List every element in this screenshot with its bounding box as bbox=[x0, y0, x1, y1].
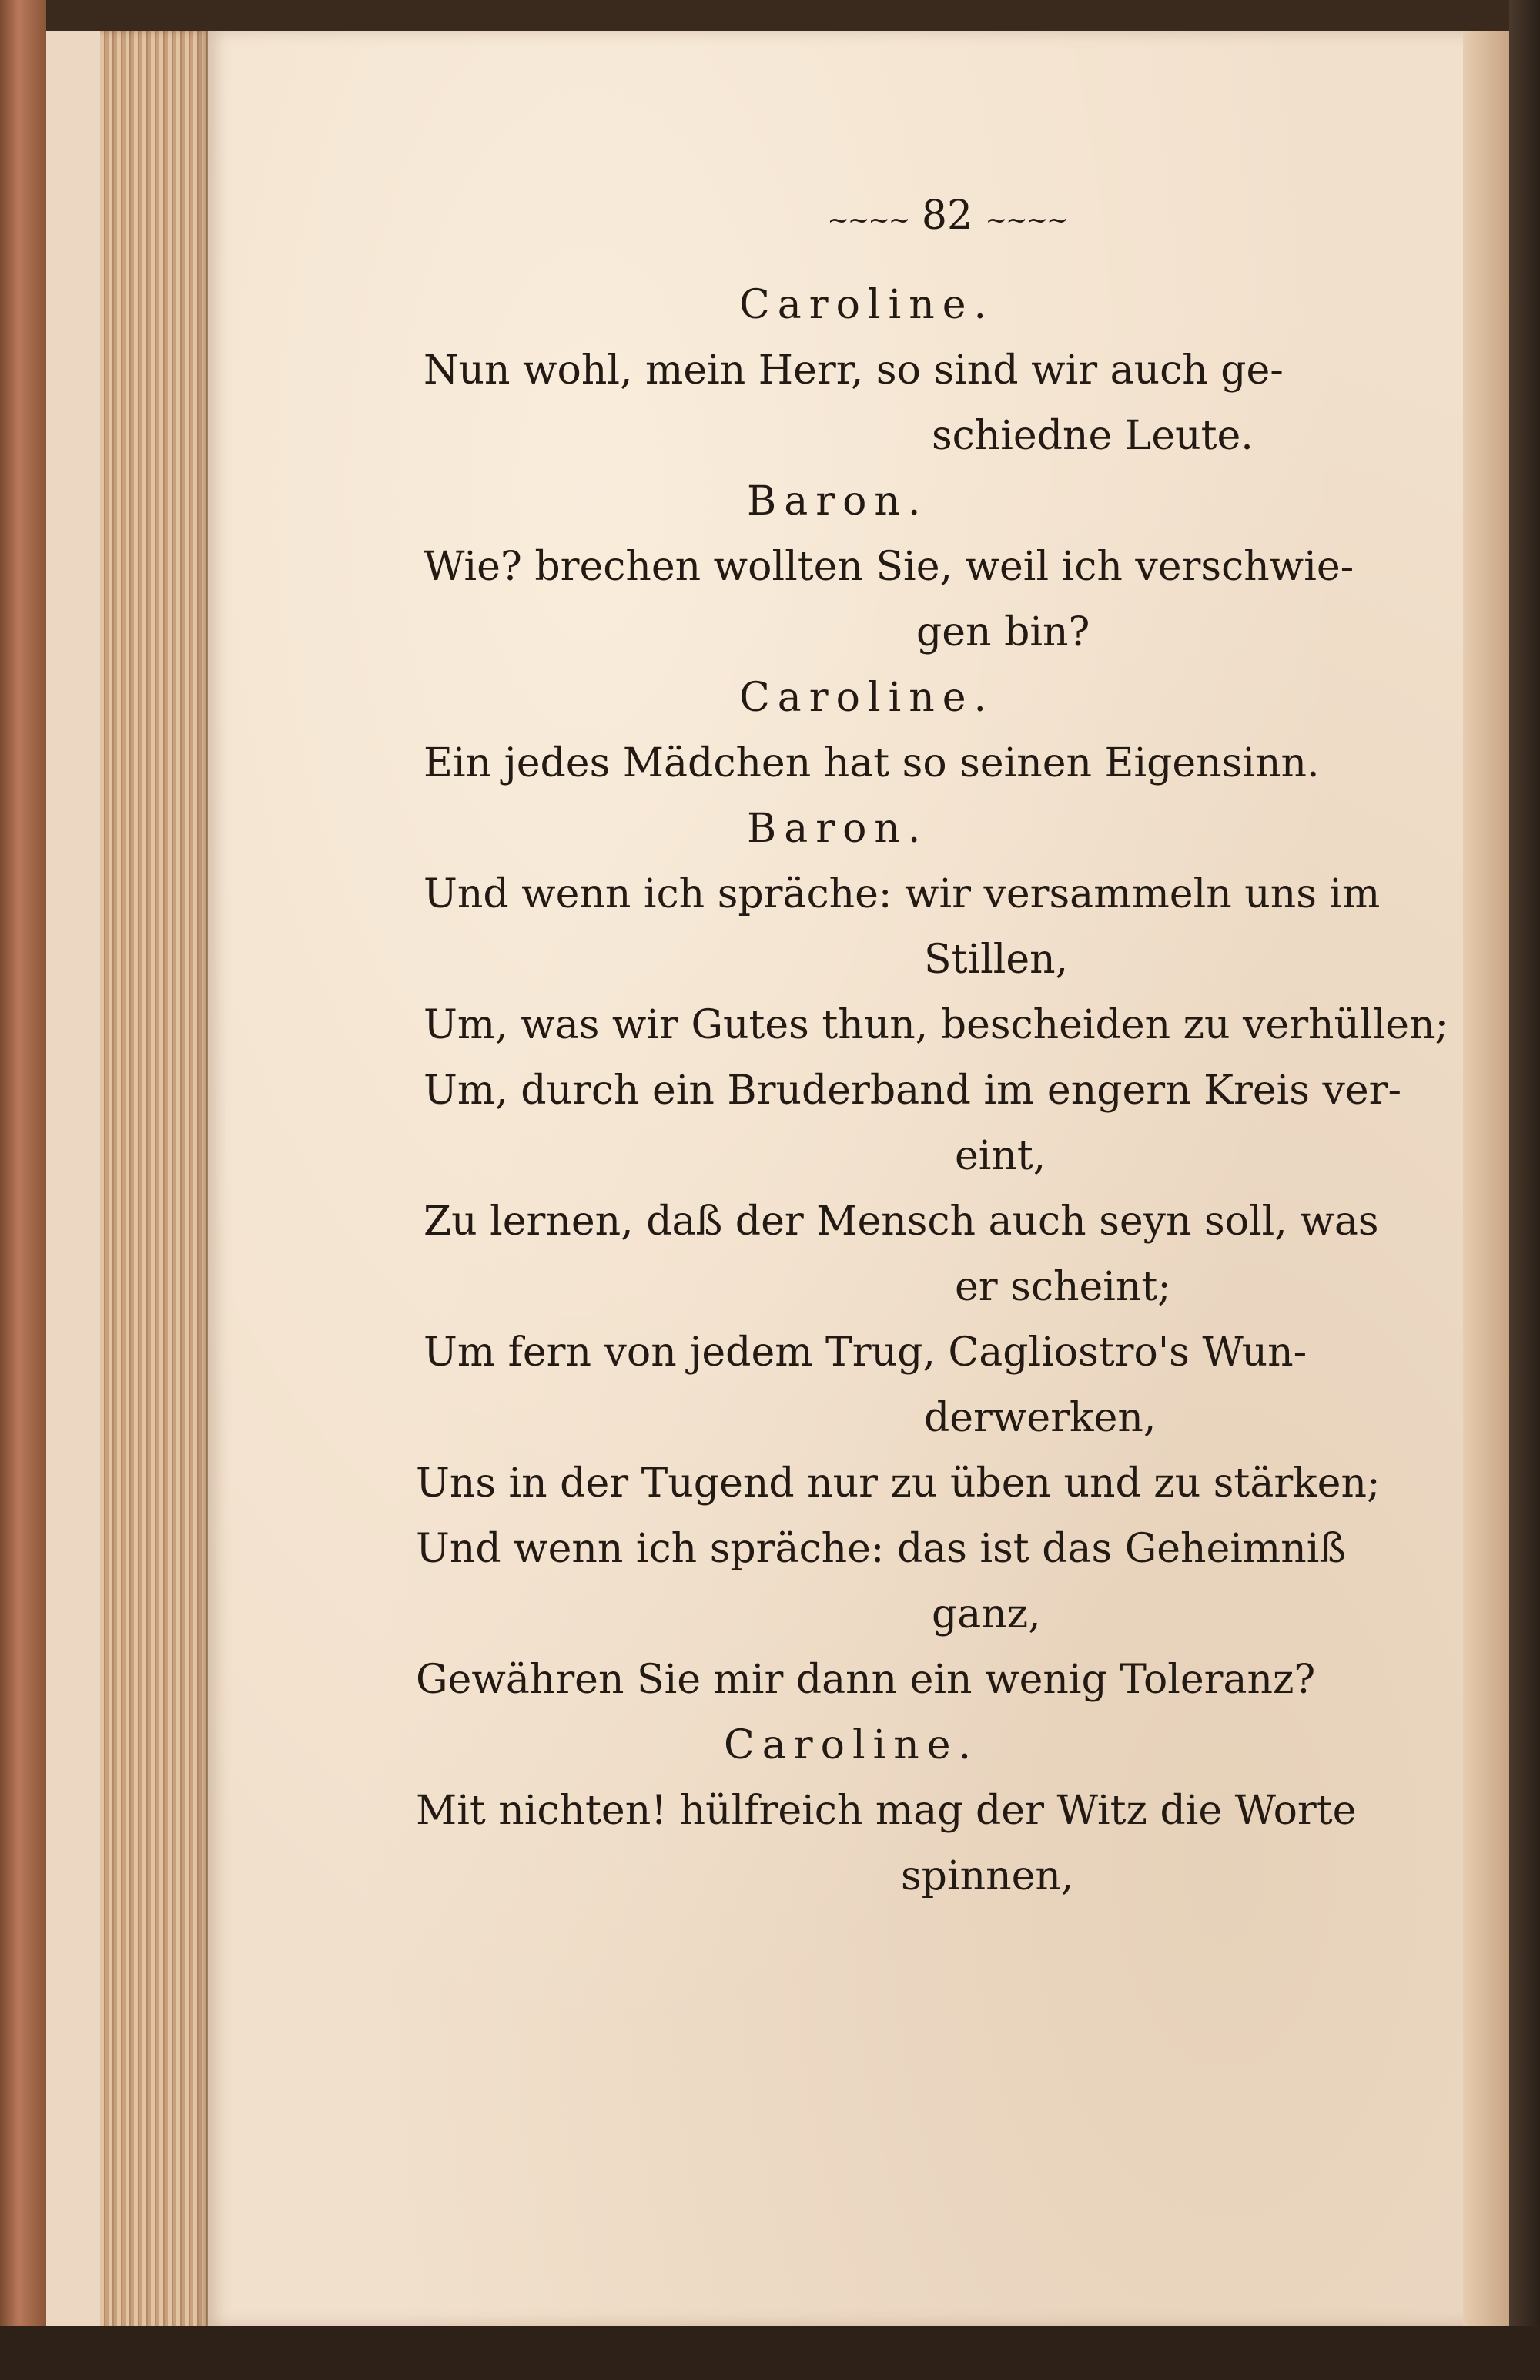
verse-line: derwerken, bbox=[924, 1395, 1157, 1441]
verse-line: ganz, bbox=[932, 1591, 1041, 1638]
book-cover-left bbox=[0, 0, 46, 2380]
page-number: 82 bbox=[921, 193, 973, 239]
verse-line: eint, bbox=[955, 1133, 1046, 1179]
verse-line: Um, durch ein Bruderband im engern Kreis ver- bbox=[424, 1068, 1402, 1114]
speaker-name: Baron. bbox=[747, 806, 929, 852]
page-number-header bbox=[770, 193, 1124, 239]
verse-line: Zu lernen, daß der Mensch auch seyn soll, was bbox=[424, 1198, 1379, 1245]
verse-line: gen bin? bbox=[916, 609, 1090, 655]
verse-line: Und wenn ich spräche: das ist das Geheimniß bbox=[416, 1526, 1347, 1572]
verse-line: Mit nichten! hülfreich mag der Witz die Worte bbox=[416, 1788, 1357, 1834]
verse-line: Nun wohl, mein Herr, so sind wir auch ge- bbox=[424, 347, 1284, 394]
verse-line: Ein jedes Mädchen hat so seinen Eigensinn. bbox=[424, 740, 1320, 786]
flourish-left: ~~~~ bbox=[827, 205, 909, 236]
verse-line: Uns in der Tugend nur zu üben und zu stärken; bbox=[416, 1460, 1381, 1507]
verse-line: schiedne Leute. bbox=[932, 413, 1254, 459]
speaker-name: Baron. bbox=[747, 478, 929, 525]
speaker-name: Caroline. bbox=[739, 675, 995, 721]
page-stack-edges-light bbox=[46, 31, 100, 2334]
verse-line: Gewähren Sie mir dann ein wenig Toleranz? bbox=[416, 1657, 1316, 1703]
verse-line: Um fern von jedem Trug, Cagliostro's Wun- bbox=[424, 1329, 1307, 1376]
verse-line: er scheint; bbox=[955, 1264, 1171, 1310]
book-cover-bottom bbox=[0, 2326, 1540, 2380]
verse-line: Und wenn ich spräche: wir versammeln uns im bbox=[424, 871, 1381, 917]
book-cover-right bbox=[1509, 0, 1540, 2380]
speaker-name: Caroline. bbox=[724, 1722, 979, 1768]
verse-line: Wie? brechen wollten Sie, weil ich verschwie- bbox=[424, 544, 1354, 590]
verse-line: Um, was wir Gutes thun, bescheiden zu verhüllen; bbox=[424, 1002, 1449, 1048]
flourish-right: ~~~~ bbox=[985, 205, 1067, 236]
speaker-name: Caroline. bbox=[739, 282, 995, 328]
verse-line: Stillen, bbox=[924, 937, 1069, 983]
page-right-edge bbox=[1463, 31, 1509, 2326]
verse-line: spinnen, bbox=[901, 1853, 1074, 1899]
